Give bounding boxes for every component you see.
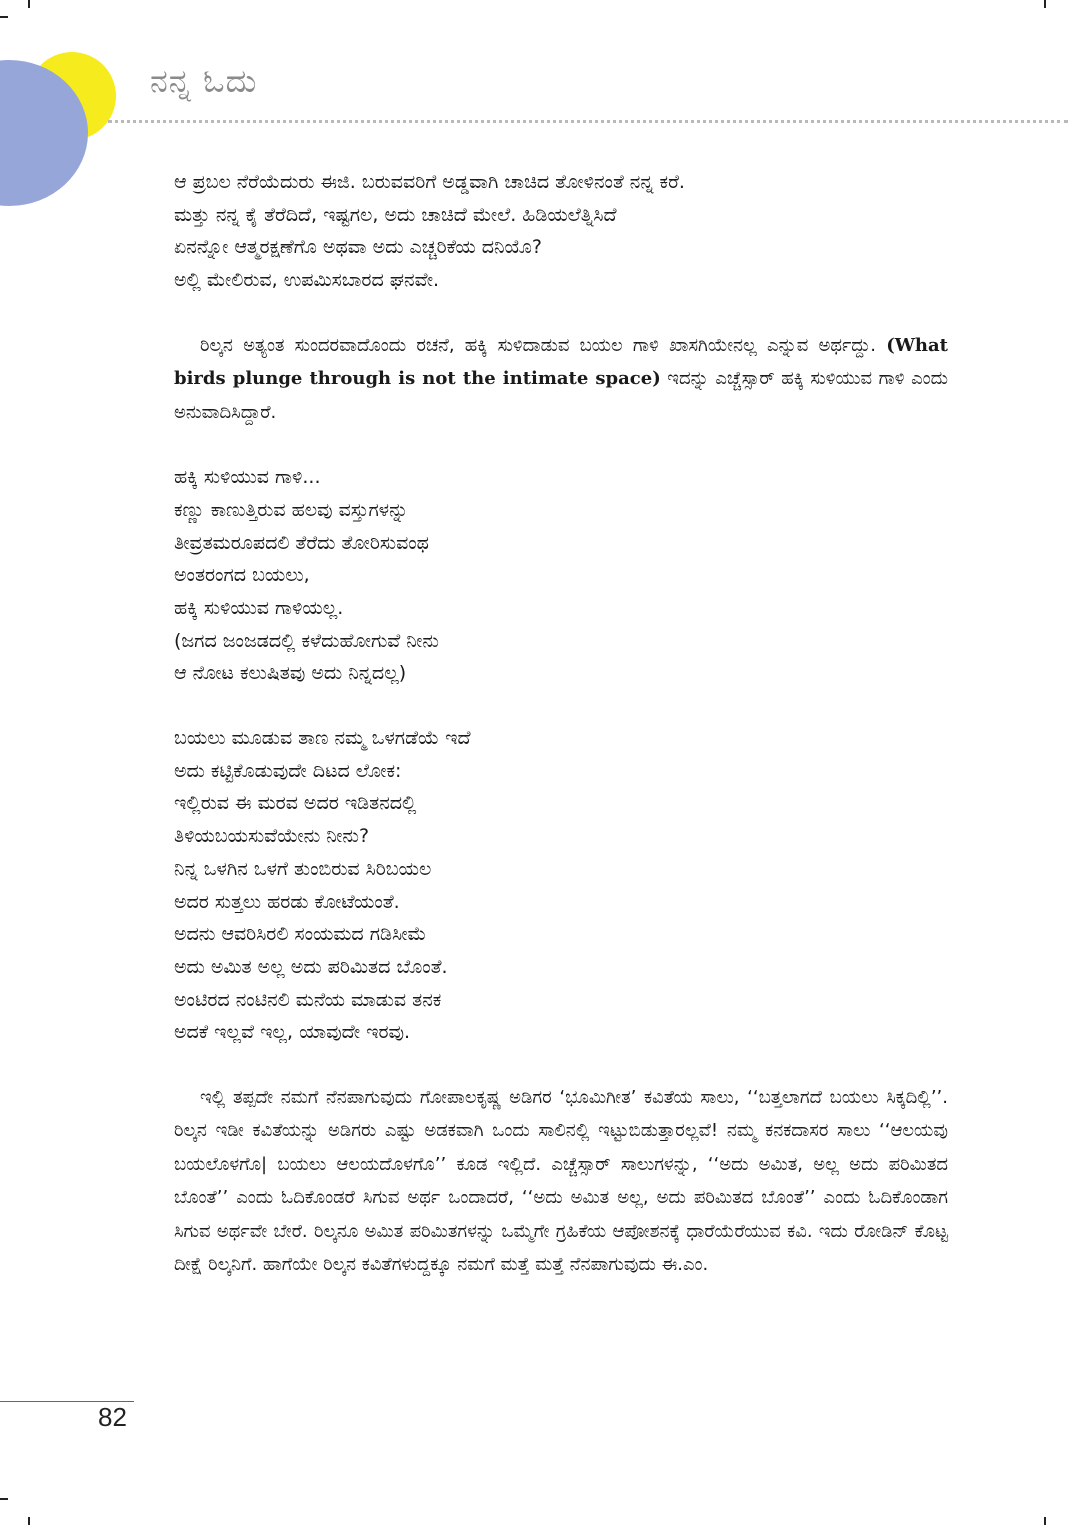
- poem-line: (ಜಗದ ಜಂಜಡದಲ್ಲಿ ಕಳೆದುಹೋಗುವೆ ನೀನು: [174, 629, 439, 652]
- poem-stanza-1: [174, 166, 948, 297]
- poem-line: ಅದನು ಆವರಿಸಿರಲಿ ಸಂಯಮದ ಗಡಿಸೀಮೆ: [174, 923, 427, 946]
- paragraph-text: ಇದನ್ನು ಎಚ್ಚೆಸ್ಸಾರ್ ಹಕ್ಕಿ ಸುಳಿಯುವ ಗಾಳಿ ಎಂದು ಅನುವಾದಿಸಿದ್ದಾರೆ.: [174, 368, 948, 423]
- poem-line: ಹಕ್ಕಿ ಸುಳಿಯುವ ಗಾಳಿಯಲ್ಲ.: [174, 597, 344, 619]
- poem-line: ಇಲ್ಲಿರುವ ಈ ಮರವ ಅದರ ಇಡಿತನದಲ್ಲಿ: [174, 792, 417, 815]
- poem-line: ಆ ಪ್ರಬಲ ನೆರೆಯೆದುರು ಈಜಿ. ಬರುವವರಿಗೆ ಅಡ್ಡವಾಗಿ ಚಾಚಿದ ತೋಳಿನಂತೆ ನನ್ನ ಕರೆ.: [174, 171, 685, 193]
- poem-line: ಅಂತರಂಗದ ಬಯಲು,: [174, 564, 310, 587]
- poem-line: ತಿಳಿಯಬಯಸುವೆಯೇನು ನೀನು?: [174, 825, 370, 848]
- poem-line: ಅದರ ಸುತ್ತಲು ಹರಡು ಕೋಟೆಯಂತೆ.: [174, 890, 400, 913]
- poem-line: ಅದು ಅಮಿತ ಅಲ್ಲ ಅದು ಪರಿಮಿತದ ಬೊಂತೆ.: [174, 955, 448, 978]
- poem-line: ಮತ್ತು ನನ್ನ ಕೈ ತೆರೆದಿದೆ, ಇಷ್ಟಗಲ, ಅದು ಚಾಚಿದೆ ಮೇಲೆ. ಹಿಡಿಯಲೆತ್ನಿಸಿದೆ: [174, 203, 617, 226]
- paragraph-adiga-comparison: ಇಲ್ಲಿ ತಪ್ಪದೇ ನಮಗೆ ನೆನಪಾಗುವುದು ಗೋಪಾಲಕೃಷ್ಣ ಅಡಿಗರ ‘ಭೂಮಿಗೀತ’ ಕವಿತೆಯ ಸಾಲು, ‘‘ಬತ್ತಲಾಗದೆ ಬಯಲು ಸಿಕ್ಕದಿಲ್ಲಿ’’. ರಿಲ್ಕನ ಇಡೀ ಕವಿತೆಯನ್ನು ಅಡಿಗರು ಎಷ್ಟು ಅಡಕವಾಗಿ ಒಂದು ಸಾಲಿನಲ್ಲಿ ಇಟ್ಟುಬಿಡುತ್ತಾರಲ್ಲವೆ! ನಮ್ಮ ಕನಕದಾಸರ ಸಾಲು ‘‘ಆಲಯವು ಬಯಲೊಳಗೊ| ಬಯಲು ಆಲಯದೊಳಗೊ’’ ಕೂಡ ಇಲ್ಲಿದೆ. ಎಚ್ಚೆಸ್ಸಾರ್ ಸಾಲುಗಳನ್ನು, ‘‘ಅದು ಅಮಿತ, ಅಲ್ಲ ಅದು ಪರಿಮಿತದ ಬೊಂತೆ’’ ಎಂದು ಓದಿಕೊಂಡರೆ ಸಿಗುವ ಅರ್ಥ ಒಂದಾದರೆ, ‘‘ಅದು ಅಮಿತ ಅಲ್ಲ, ಅದು ಪರಿಮಿತದ ಬೊಂತೆ’’ ಎಂದು ಓದಿಕೊಂಡಾಗ ಸಿಗುವ ಅರ್ಥವೇ ಬೇರೆ. ರಿಲ್ಕನೂ ಅಮಿತ ಪರಿಮಿತಗಳನ್ನು ಒಮ್ಮೆಗೇ ಗ್ರಹಿಕೆಯ ಆಪೋಶನಕ್ಕೆ ಧಾರೆಯೆರೆಯುವ ಕವಿ. ಇದು ರೋಡಿನ್ ಕೊಟ್ಟ ದೀಕ್ಷೆ ರಿಲ್ಕನಿಗೆ. ಹಾಗೆಯೇ ರಿಲ್ಕನ ಕವಿತೆಗಳುದ್ದಕ್ಕೂ ನಮಗೆ ಮತ್ತೆ ಮತ್ತೆ ನೆನಪಾಗುವುದು ಈ.ಎಂ.: [174, 1086, 948, 1276]
- poem-line: ಬಯಲು ಮೂಡುವ ತಾಣ ನಮ್ಮ ಒಳಗಡೆಯೆ ಇದೆ: [174, 727, 471, 750]
- crop-mark-bottom-left: [28, 1517, 30, 1525]
- page-header-title: ನನ್ನ ಓದು: [150, 62, 258, 100]
- poem-line: ನಿನ್ನ ಒಳಗಿನ ಒಳಗೆ ತುಂಬಿರುವ ಸಿರಿಬಯಲ: [174, 857, 432, 880]
- poem-line: ಅಲ್ಲಿ ಮೇಲಿರುವ, ಉಪಮಿಸಬಾರದ ಘನವೇ.: [174, 269, 440, 292]
- page-content: [174, 166, 948, 1282]
- poem-stanza-2: [174, 461, 948, 690]
- poem-line: ಏನನ್ನೋ ಆತ್ಮರಕ್ಷಣೆಗೊ ಅಥವಾ ಅದು ಎಚ್ಚರಿಕೆಯ ದನಿಯೊ?: [174, 236, 543, 259]
- poem-line: ಅಂಟಿರದ ನಂಟಿನಲಿ ಮನೆಯ ಮಾಡುವ ತನಕ: [174, 988, 442, 1011]
- crop-mark-top-right: [1044, 0, 1046, 8]
- poem-line: ಕಣ್ಣು ಕಾಣುತ್ತಿರುವ ಹಲವು ವಸ್ತುಗಳನ್ನು: [174, 498, 409, 521]
- poem-stanza-3: [174, 722, 948, 1049]
- crop-mark-top-left: [28, 0, 30, 8]
- paragraph-text: ರಿಲ್ಕನ ಅತ್ಯಂತ ಸುಂದರವಾದೊಂದು ರಚನೆ, ಹಕ್ಕಿ ಸುಳಿದಾಡುವ ಬಯಲ ಗಾಳಿ ಖಾಸಗಿಯೇನಲ್ಲ ಎನ್ನುವ ಅರ್ಥದ್ದು.: [200, 334, 887, 356]
- english-quote: (What birds plunge through is not the intimate space): [174, 334, 948, 390]
- crop-mark-left-lower: [0, 1498, 8, 1500]
- header-dotted-rule: [108, 120, 1068, 123]
- poem-line: ತೀವ್ರತಮರೂಪದಲಿ ತೆರೆದು ತೋರಿಸುವಂಥ: [174, 531, 429, 554]
- crop-mark-bottom-right: [1044, 1517, 1046, 1525]
- crop-mark-left-upper: [0, 16, 8, 18]
- paragraph-rilke-intro: [174, 329, 948, 430]
- page-number: 82: [98, 1402, 127, 1432]
- poem-line: ಹಕ್ಕಿ ಸುಳಿಯುವ ಗಾಳಿ...: [174, 466, 321, 489]
- poem-line: ಅದು ಕಟ್ಟಿಕೊಡುವುದೇ ದಿಟದ ಲೋಕ:: [174, 759, 402, 782]
- poem-line: ಅದಕೆ ಇಲ್ಲವೆ ಇಲ್ಲ, ಯಾವುದೇ ಇರವು.: [174, 1021, 411, 1044]
- poem-line: ಆ ನೋಟ ಕಲುಷಿತವು ಅದು ನಿನ್ನದಲ್ಲ): [174, 662, 407, 685]
